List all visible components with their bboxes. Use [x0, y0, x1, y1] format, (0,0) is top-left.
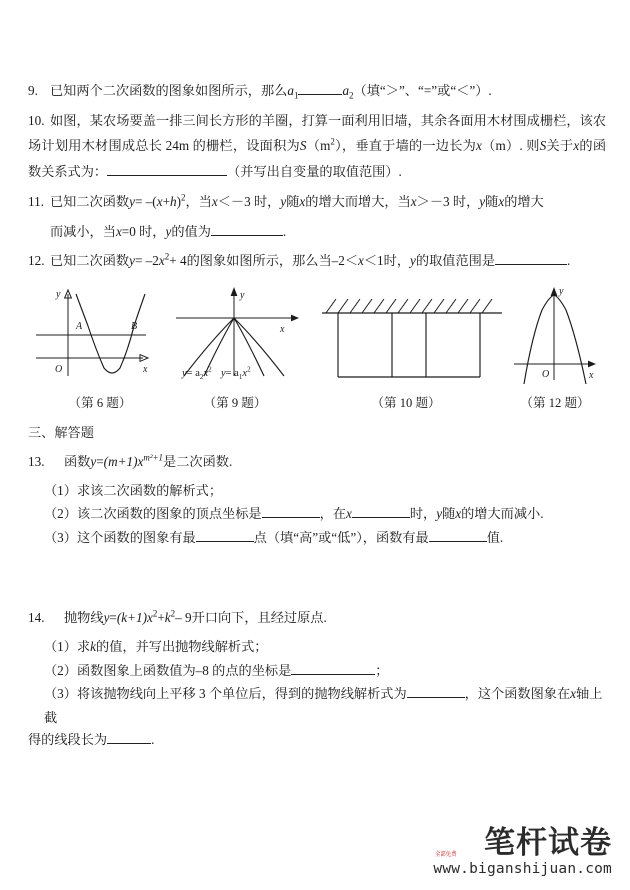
watermark-brand: 笔杆试卷 — [484, 825, 612, 862]
question-11-blank[interactable] — [211, 222, 283, 236]
question-14-item-3b: ，这个函数图象在 — [464, 686, 571, 702]
question-11-x3: x — [299, 193, 306, 209]
question-9-a1-sub: 1 — [293, 90, 299, 101]
question-14-stem-b: 开口向下，且经过原点. — [191, 610, 327, 626]
figure-10 — [316, 280, 508, 392]
question-12-y2: y — [410, 253, 416, 269]
question-11-e: 的增大而增大，当 — [305, 193, 411, 209]
question-12-d: 的取值范围是 — [415, 253, 496, 269]
watermark — [433, 827, 612, 878]
question-10-line2c: ），垂直于墙的一边长为 — [334, 138, 477, 154]
question-12-eq: = –2 — [134, 253, 159, 269]
question-14-stem-a: 抛物线 — [64, 610, 104, 626]
question-14-number: 14. — [28, 610, 45, 626]
question-12-x2: x — [358, 253, 364, 269]
question-13-item-2 — [28, 502, 606, 526]
question-12-c: ＜1时， — [363, 253, 411, 269]
question-14-item-1 — [28, 635, 606, 659]
question-10-line2e: 关于 — [546, 138, 574, 154]
question-13 — [28, 449, 606, 475]
question-14-x: x — [147, 610, 153, 626]
question-11-x: x — [156, 193, 163, 209]
figure-9-curve-labels — [182, 365, 251, 382]
question-14-xsup: 2 — [152, 609, 158, 620]
question-11-y3: y — [479, 193, 486, 209]
question-13-blank-maxmin[interactable] — [429, 528, 487, 542]
question-11-h: h — [170, 193, 177, 209]
figure-9-curve1-eq: = a — [186, 368, 200, 380]
figure-10-caption: （第 10 题） — [371, 396, 441, 411]
figure-12-x-label: x — [589, 370, 594, 382]
question-9-number: 9. — [28, 83, 38, 98]
question-11-l2y: y — [165, 223, 172, 239]
question-14-item-4 — [28, 727, 606, 753]
question-9-hint: （填“＞”、“=”或“＜”）. — [353, 83, 492, 98]
question-13-item-3 — [28, 526, 606, 550]
question-13-item-3a: （3）这个函数的图象有最 — [44, 529, 196, 545]
question-12-e: . — [567, 253, 571, 269]
question-11-line2 — [28, 219, 606, 245]
question-13-item-2e: 的增大而减小. — [461, 506, 544, 522]
figure-6-point-a-label: A — [76, 321, 83, 333]
question-10-line3b: （并写出自变量的取值范围）. — [227, 164, 402, 180]
question-11-g: 随 — [485, 193, 499, 209]
x-axis-arrow-icon — [588, 361, 596, 368]
section-heading-3: 三、解答题 — [28, 425, 94, 441]
question-12-x: x — [158, 253, 165, 269]
figure-12 — [508, 280, 606, 392]
question-14-blank-length[interactable] — [107, 731, 151, 745]
question-10-S2: S — [539, 138, 547, 154]
question-14-item-3 — [28, 682, 606, 729]
question-13-item-2y: y — [436, 506, 443, 522]
question-14-item-3c: 轴上截 — [44, 686, 603, 725]
figure-9-x-label: x — [280, 324, 285, 336]
question-9-a2-sub: 2 — [349, 90, 354, 101]
question-9-text: 已知两个二次函数的图象如图所示，那么 — [50, 83, 288, 98]
question-11-b: ，当 — [185, 193, 212, 209]
question-13-item-3b: 点（填“高”或“低”），函数有最 — [253, 529, 429, 545]
question-13-item-1-label: （1） — [44, 482, 77, 498]
question-11-l2x: x — [115, 223, 122, 239]
watermark-red-tag: 全部免费 — [435, 851, 458, 858]
question-14 — [28, 605, 606, 631]
question-10-m: m — [320, 138, 331, 154]
question-11-h2: 的增大 — [504, 193, 544, 209]
question-14-item-1a: （1）求 — [44, 639, 91, 655]
question-12-plus4: + 4 — [169, 253, 187, 269]
question-14-minus: – 9 — [175, 610, 192, 626]
question-11-x5: x — [498, 193, 505, 209]
question-13-item-2c: 时， — [409, 506, 437, 522]
question-9 — [28, 78, 606, 104]
question-14-item-1k: k — [90, 639, 97, 655]
figure-9-y-label: y — [240, 290, 245, 302]
question-11-x2: x — [211, 193, 218, 209]
question-13-number: 13. — [28, 454, 45, 470]
y-axis-arrow-icon — [231, 287, 238, 296]
question-14-eq: = — [109, 610, 117, 626]
question-14-paren: (k+1) — [116, 610, 147, 626]
question-13-blank-vertex[interactable] — [262, 505, 320, 519]
question-13-item-2a: （2）该二次函数的图象的顶点坐标是 — [44, 506, 262, 522]
question-14-item-3x: x — [570, 686, 577, 702]
question-11-a: 已知二次函数 — [50, 193, 130, 209]
wall-hatching-icon — [326, 299, 492, 313]
question-13-item-3c: 值. — [486, 529, 504, 545]
question-14-item-3a: （3）将该抛物线向上平移 3 个单位后，得到的抛物线解析式为 — [44, 686, 407, 702]
question-14-y: y — [103, 610, 110, 626]
question-13-item-2x: x — [345, 506, 352, 522]
figure-9-curve2-y: y — [220, 368, 226, 380]
question-10-blank[interactable] — [107, 163, 227, 177]
question-9-a1: a — [287, 83, 294, 98]
question-10-line3a: 的函数关系式为： — [28, 138, 607, 180]
question-12-sup: 2 — [164, 252, 170, 263]
question-14-item-2 — [28, 659, 606, 683]
question-11-l2c: 的值为 — [171, 223, 211, 239]
question-13-item-2b: ，在 — [319, 506, 346, 522]
question-14-item-4a: 得的线段长为 — [28, 732, 108, 748]
question-13-blank-highlow[interactable] — [196, 528, 254, 542]
question-10-line1: 如图，某农场要盖一排三间长方形的羊圈，打算一面利用旧墙，其余各面用木材围成栅栏，该 — [50, 112, 593, 128]
question-12-blank[interactable] — [495, 252, 567, 266]
question-13-y: y — [90, 454, 97, 470]
question-10-line2b: （ — [306, 138, 321, 154]
question-13-item-1 — [28, 479, 606, 503]
question-11-l2d: . — [282, 223, 287, 239]
question-14-item-4b: . — [151, 732, 155, 748]
question-12 — [28, 248, 606, 274]
question-9-a2: a — [342, 83, 350, 98]
question-10-number: 10. — [28, 112, 45, 128]
figure-9-curve2-x: x — [242, 368, 248, 380]
question-10-line2a: 农场计划用木材围成总长 24m 的栅栏，设面积为 — [28, 112, 606, 154]
figure-6-origin-label: O — [55, 364, 63, 376]
question-10-line2d: （m）. 则 — [481, 138, 540, 154]
question-14-ksup: 2 — [170, 609, 176, 620]
figure-12-y-label: y — [559, 286, 564, 298]
question-11-eq: = –( — [134, 193, 157, 209]
question-14-item-1b: 的值，并写出抛物线解析式； — [96, 639, 268, 655]
figure-9-curve2-eq: = a — [225, 368, 239, 380]
watermark-url: www.biganshijuan.com — [433, 861, 612, 877]
question-14-blank-shift[interactable] — [407, 685, 465, 699]
figure-6-x-label: x — [143, 364, 148, 376]
figure-6-y-label: y — [56, 289, 61, 301]
figure-row — [28, 280, 606, 420]
question-13-stem-a: 函数 — [64, 454, 91, 470]
figure-12-origin-label: O — [542, 369, 550, 381]
question-11-d: 随 — [286, 193, 300, 209]
question-14-blank-point[interactable] — [291, 661, 375, 675]
question-13-blank-range[interactable] — [352, 505, 410, 519]
figure-9-curve2-sub: 1 — [238, 373, 243, 382]
question-11-y: y — [129, 193, 135, 209]
question-14-plus: + — [157, 610, 165, 626]
question-11-l2b: =0 时， — [121, 223, 166, 239]
figure-12-caption: （第 12 题） — [520, 396, 590, 411]
question-11-x4: x — [410, 193, 417, 209]
question-11-plus: + — [162, 193, 171, 209]
question-11-c: ＜－3 时， — [217, 193, 281, 209]
figure-9-curve1-sup: 2 — [208, 365, 212, 374]
question-13-exp: m²+1 — [143, 452, 164, 463]
question-11-sup: 2 — [181, 192, 186, 203]
question-13-eq: = — [96, 454, 104, 470]
question-12-number: 12. — [28, 253, 45, 269]
question-10-x2: x — [573, 138, 580, 154]
question-11-y2: y — [280, 193, 287, 209]
question-13-paren: (m+1) — [103, 454, 138, 470]
question-13-item-1-text: 求该二次函数的解析式； — [76, 482, 223, 498]
question-12-a: 已知二次函数 — [50, 253, 130, 269]
figure-9-curve2-sup: 2 — [247, 365, 251, 374]
figure-9-curve1-sub: 2 — [199, 373, 204, 382]
question-11-l2a: 而减小，当 — [50, 223, 116, 239]
question-13-stem-b: 是二次函数. — [163, 454, 233, 470]
question-9-blank[interactable] — [298, 81, 342, 95]
question-11-f: ＞－3 时， — [416, 193, 480, 209]
question-14-item-2b: ； — [375, 662, 389, 678]
worksheet-content — [28, 78, 606, 757]
question-14-item-2a: （2）函数图象上函数值为–8 的点的坐标是 — [44, 662, 292, 678]
question-11-close: ) — [176, 193, 182, 209]
figure-6 — [30, 280, 160, 392]
x-axis-arrow-icon — [291, 315, 299, 322]
question-12-b: 的图象如图所示，那么当–2＜ — [186, 253, 359, 269]
question-13-x: x — [137, 454, 144, 470]
figure-9-curve1-y: y — [182, 368, 187, 380]
question-14-k: k — [164, 610, 171, 626]
question-13-item-2x2: x — [455, 506, 462, 522]
question-13-item-2d: 随 — [442, 506, 456, 522]
question-10 — [28, 108, 606, 185]
figure-6-caption: （第 6 题） — [68, 396, 132, 411]
question-11-number: 11. — [28, 193, 44, 209]
question-10-S: S — [299, 138, 307, 154]
question-10-m-sup: 2 — [330, 137, 335, 148]
figure-9-curve1-x: x — [203, 368, 209, 380]
figure-9 — [168, 280, 318, 392]
question-12-y: y — [129, 253, 135, 269]
question-10-x: x — [476, 138, 482, 154]
question-11 — [28, 189, 606, 215]
figure-9-caption: （第 9 题） — [203, 396, 267, 411]
figure-6-point-b-label: B — [131, 321, 138, 333]
